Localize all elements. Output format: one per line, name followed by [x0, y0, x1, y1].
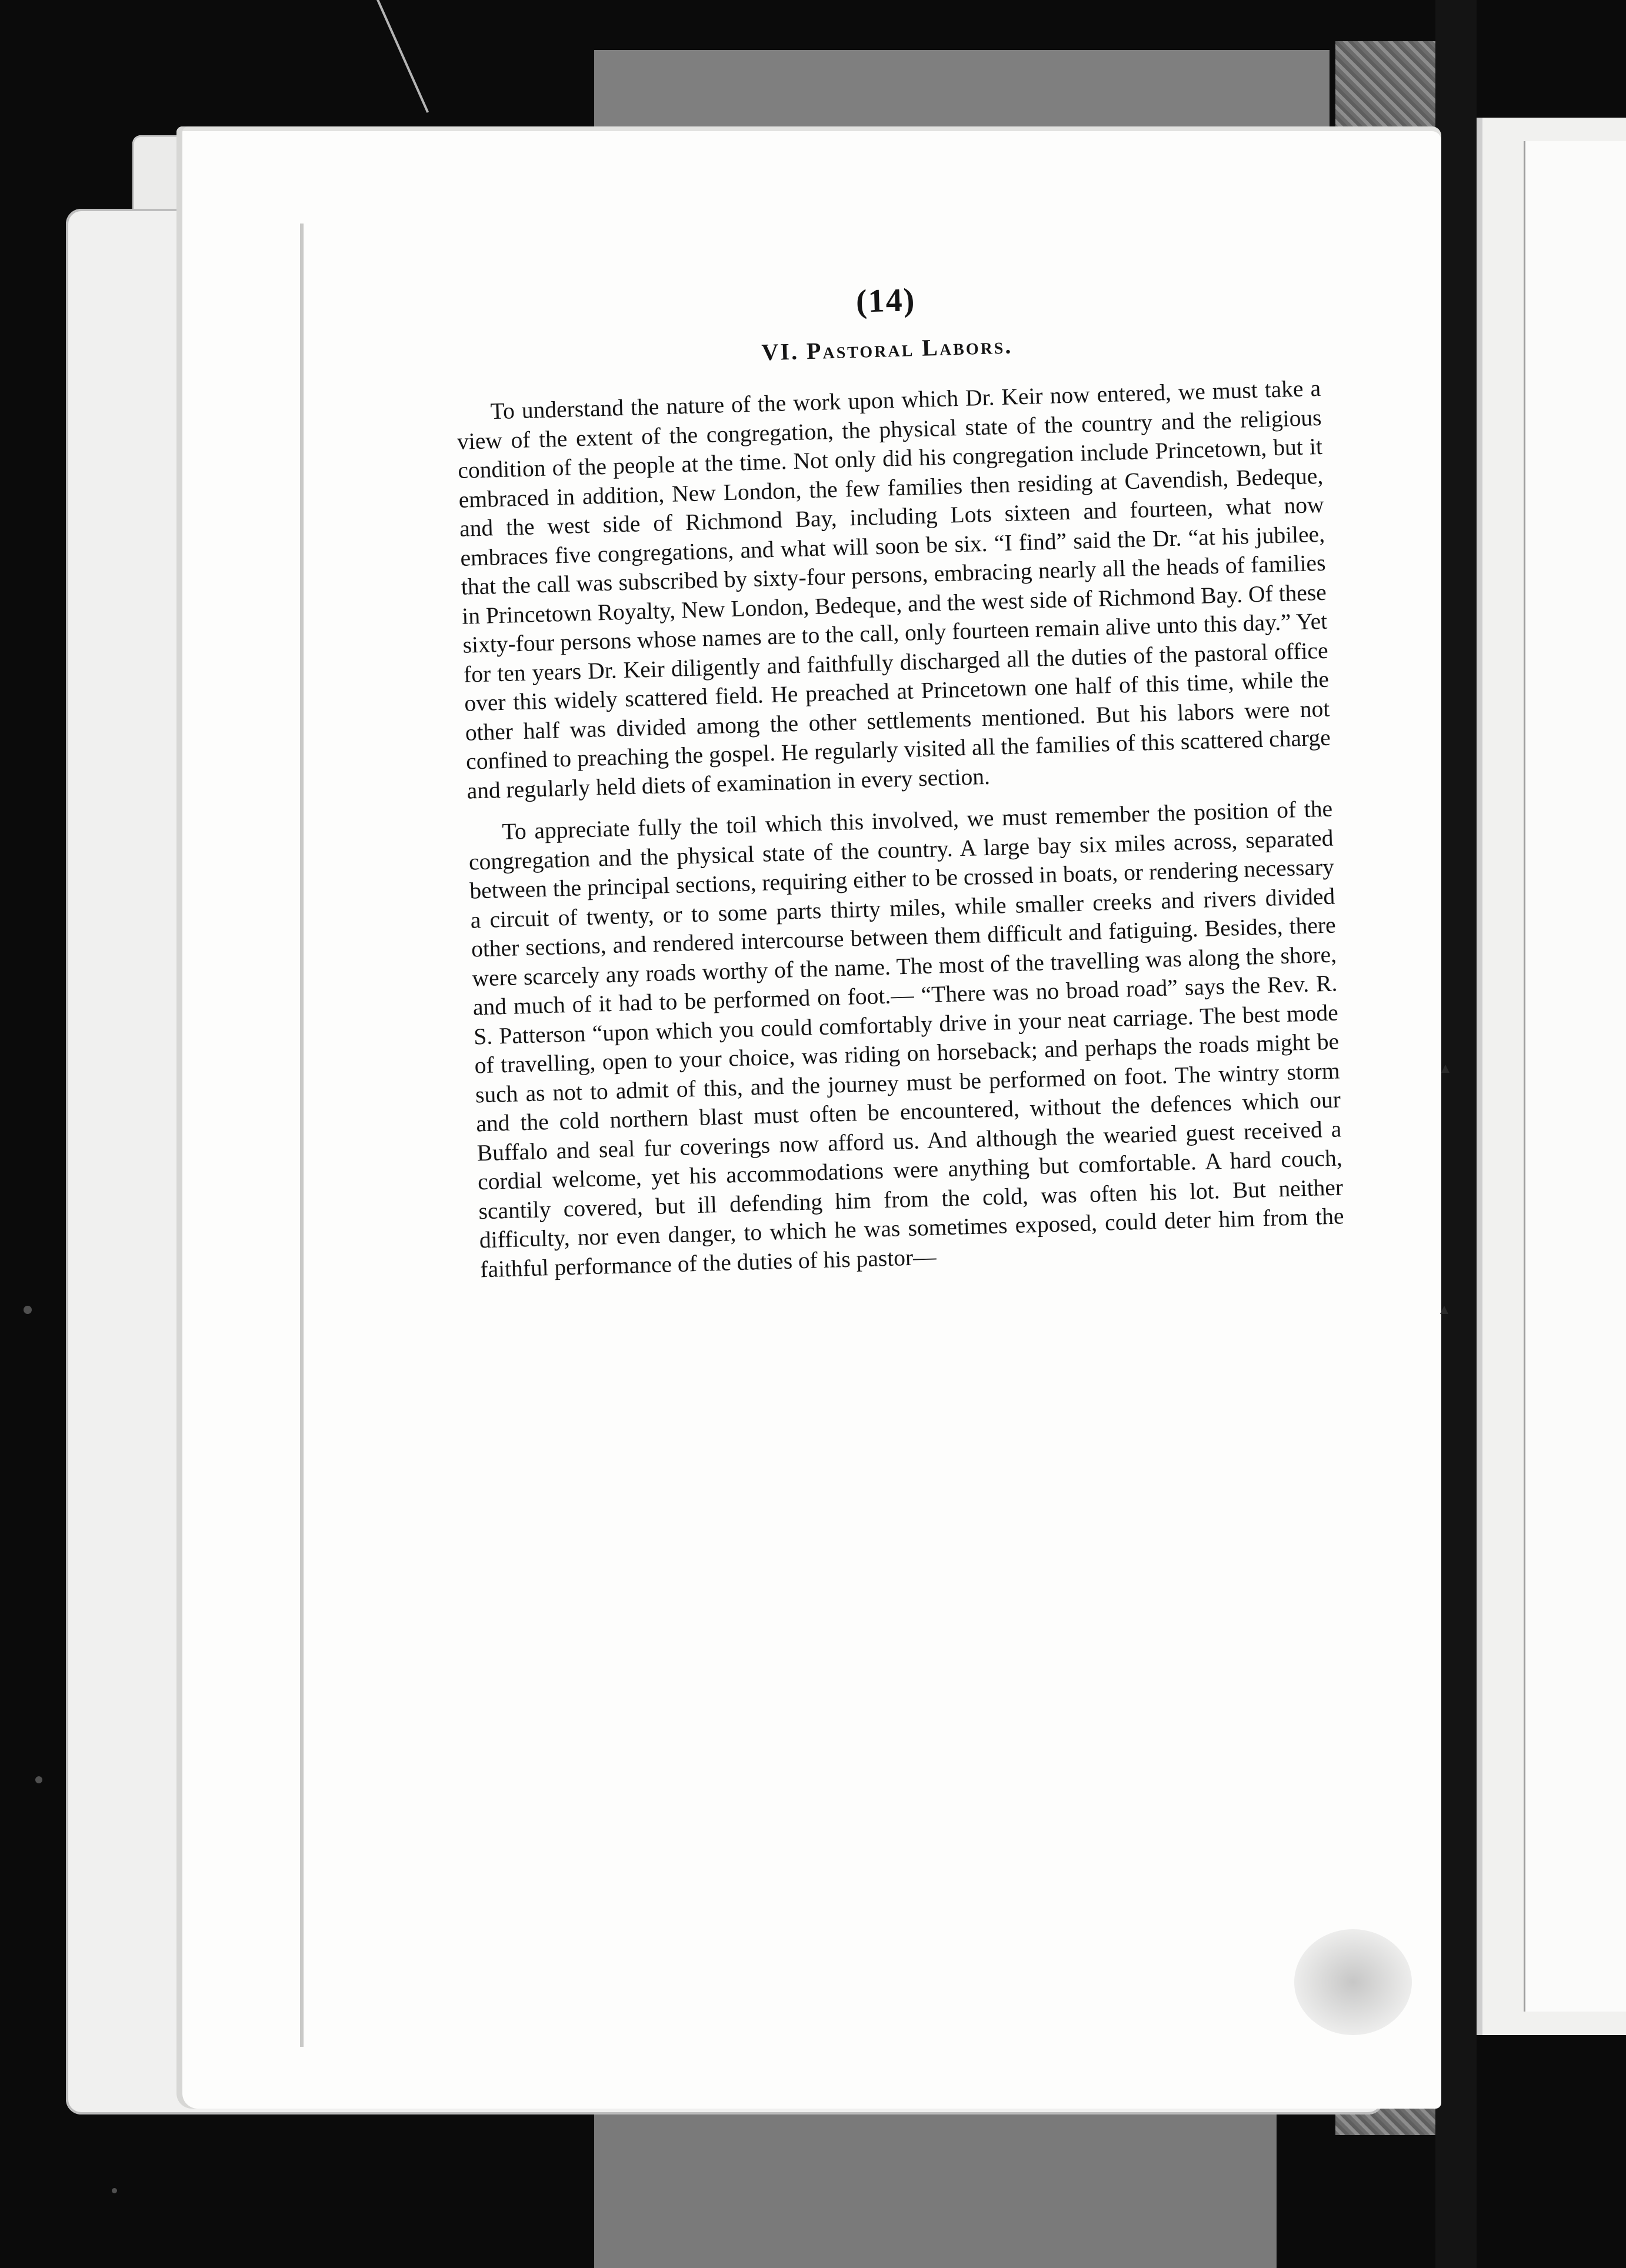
section-heading: VI. Pastoral Labors.	[761, 332, 1013, 366]
page-edge	[300, 224, 304, 2047]
adjacent-page-inner	[1524, 141, 1626, 2012]
margin-mark	[1440, 1306, 1448, 1314]
background-speck	[112, 2188, 117, 2193]
page-number: (14)	[855, 282, 917, 320]
page-smudge	[1294, 1929, 1412, 2035]
page-text	[453, 270, 1345, 1284]
background-speck	[24, 1306, 32, 1314]
background-speck	[35, 1776, 42, 1783]
paragraph: To understand the nature of the work upon which Dr. Keir now entered, we must take a view of the extent of the congregation, the physical state of the country and the religious condition of the people at the time. Not only did his congregation include Princetown, but it embraced in addition, New London, the few families then residing at Cavendish, Bedeque, and the west side of Richmond Bay, including Lots sixteen and fourteen, what now embraces five congregations, and what will soon be six. “I find” said the Dr. “at his jubilee, that the call was subscribed by sixty-four persons, embracing nearly all the heads of families in Princetown Royalty, New London, Bedeque, and the west side of Richmond Bay. Of these sixty-four persons whose names are to the call, only fourteen remain alive unto this day.” Yet for ten years Dr. Keir diligently and faithfully discharged all the duties of the pastoral office over this widely scattered field. He preached at Princetown one half of this time, while the other half was divided among the other settlements mentioned. But his labors were not confined to preaching the gospel. He regularly visited all the families of this scattered charge and regularly held diets of examination in every section.	[457, 375, 1331, 804]
background-scratch	[376, 0, 429, 113]
binding-gutter	[1435, 0, 1477, 2268]
margin-mark	[1441, 1065, 1450, 1073]
paragraph: To appreciate fully the toil which this involved, we must remember the position of the congregation and the physical state of the country. A large bay six miles across, separated between the principal sections, requiring either to be crossed in boats, or rendering necessary a circuit of twenty, or to some parts thirty miles, while smaller creeks and rivers divided other sections, and rendered intercourse between them difficult and fatiguing. Besides, there were scarcely any roads worthy of the name. The most of the travelling was along the shore, and much of it had to be performed on foot.— “There was no broad road” says the Rev. R. S. Patterson “upon which you could comfortably drive in your neat carriage. The best mode of travelling, open to your choice, was riding on horseback; and perhaps the roads might be such as not to admit of this, and the journey must be performed on foot. The wintry storm and the cold northern blast must often be encountered, without the defences which our Buffalo and seal fur coverings now afford us. And although the wearied guest received a cordial welcome, yet his accommodations were anything but comfortable. A hard couch, scantily covered, but ill defending him from the cold, was often his lot. But neither difficulty, nor even danger, to which he was sometimes exposed, could deter him from the faithful performance of the duties of his pastor—	[468, 795, 1344, 1282]
